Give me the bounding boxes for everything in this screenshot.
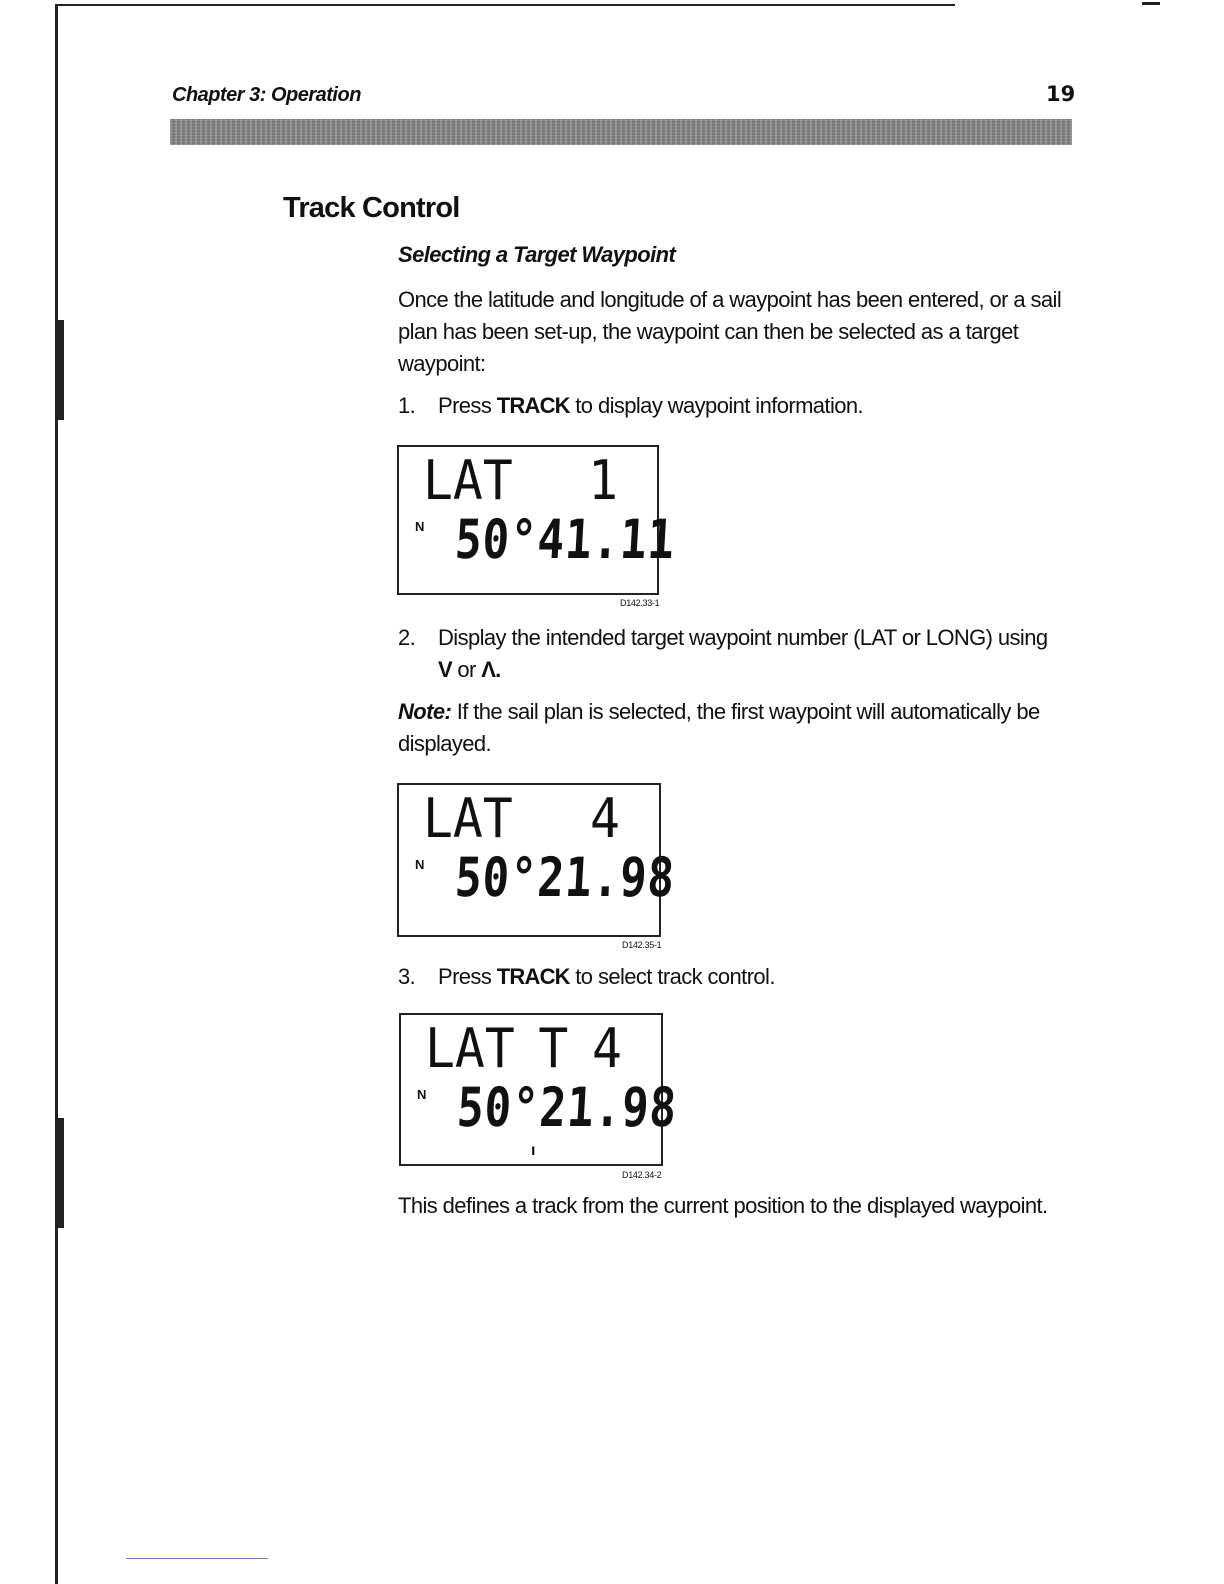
lcd-display-3	[399, 1013, 679, 1166]
lcd-mode: T	[538, 1017, 569, 1080]
lcd-label: LAT	[425, 1017, 515, 1080]
step-text: Display the intended target waypoint number (LAT or LONG) using	[438, 625, 1048, 650]
lcd-cursor: ı	[531, 1142, 536, 1159]
step-prefix: Press	[438, 964, 492, 989]
step-1	[398, 390, 1068, 422]
lcd-value: 50°21.98	[455, 1076, 679, 1139]
binder-mark	[58, 320, 64, 420]
figure-ref: D142.34-2	[622, 1170, 662, 1180]
page-frame-left	[55, 4, 58, 1584]
page-frame-top	[55, 4, 955, 6]
down-arrow-key: V	[438, 657, 452, 682]
step-number: 2.	[398, 625, 416, 650]
step-number: 3.	[398, 964, 416, 989]
up-arrow-key: Λ.	[481, 657, 501, 682]
lcd-label: LAT	[423, 449, 513, 512]
or-word: or	[457, 657, 476, 682]
step-3	[398, 961, 1068, 993]
lcd-waypoint-number: 4	[591, 1017, 622, 1080]
lcd-hemisphere: N	[417, 1087, 427, 1102]
note-text: If the sail plan is selected, the first waypoint will automatically be displayed.	[398, 699, 1040, 756]
lcd-display-2	[397, 783, 677, 937]
lcd-label: LAT	[423, 787, 513, 850]
intro-paragraph: Once the latitude and longitude of a waypoint has been entered, or a sail plan has been set-up, the waypoint can then be selected as a target waypoint:	[398, 287, 1062, 376]
lcd-waypoint-number: 1	[588, 449, 619, 512]
section-title: Track Control	[283, 192, 460, 224]
footnote-rule	[126, 1558, 268, 1559]
figure-ref: D142.33-1	[620, 598, 660, 608]
lcd-value: 50°41.11	[453, 508, 677, 571]
page-number: 19	[1046, 82, 1076, 106]
step-suffix: to display waypoint information.	[575, 393, 864, 418]
key-track: TRACK	[496, 964, 570, 989]
lcd-waypoint-number: 4	[589, 787, 620, 850]
binder-mark	[58, 1118, 64, 1228]
lcd-top-row	[423, 789, 620, 849]
lcd-top-row	[423, 451, 618, 511]
step-continuation	[398, 654, 1068, 686]
note-paragraph	[398, 696, 1068, 760]
lcd-hemisphere: N	[415, 857, 425, 872]
lcd-hemisphere: N	[415, 519, 425, 534]
step-2	[398, 622, 1068, 686]
step-suffix: to select track control.	[575, 964, 775, 989]
lcd-display-1	[397, 445, 677, 595]
lcd-top-row	[425, 1019, 622, 1079]
figure-ref: D142.35-1	[622, 940, 662, 950]
header-band	[170, 119, 1072, 145]
step-number: 1.	[398, 393, 416, 418]
closing-paragraph: This defines a track from the current position to the displayed waypoint.	[398, 1193, 1048, 1218]
step-prefix: Press	[438, 393, 492, 418]
note-label: Note:	[398, 699, 452, 724]
lcd-value: 50°21.98	[453, 846, 677, 909]
subsection-title: Selecting a Target Waypoint	[398, 242, 676, 267]
chapter-heading: Chapter 3: Operation	[172, 84, 361, 106]
corner-mark	[1142, 2, 1160, 5]
key-track: TRACK	[496, 393, 570, 418]
